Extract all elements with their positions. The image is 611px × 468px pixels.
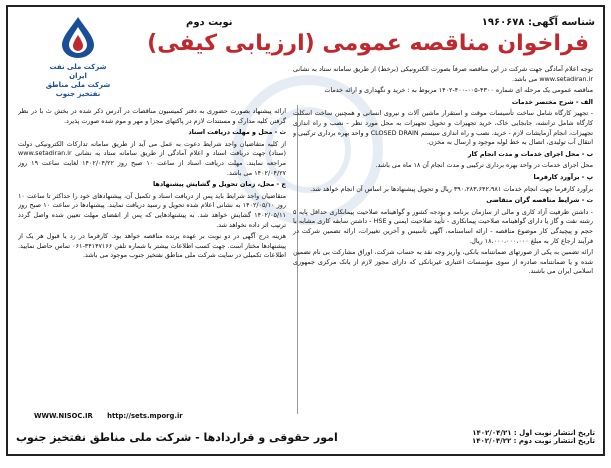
section-be-text: محل اجرای خدمات در واحد بهره برداری ترکیبی و مدت انجام آن ۱۸ ماه می باشد. xyxy=(375,161,593,170)
section-se-text: از کلیه متقاضیان واجد شرایط دعوت به عمل می آید از طریق سامانه تدارکات الکترونیکی دولت (ستاد) جهت دریافت اسناد و اعلام آمادگی از طریق سامانه ستاد به نشانی www.setadiran.ir مراجعه نمایند. مهلت دریافت اسناد از ساعت ۱۰ صبح روز ۱۴۰۲/۰۴/۲۲ لغایت ساعت ۱۹ روز ۱۴۰۲/۰۴/۲۷ می باشد. xyxy=(18,139,286,177)
logo-org-line2: شرکت ملی مناطق نفتخیز جنوب xyxy=(45,81,111,98)
intro-paragraph: توجه اعلام آمادگی جهت شرکت در این مناقصه صرفاً بصورت الکترونیکی (برخط) از طریق سامانه ستاد به نشانی www.setadiran.ir می باشد. xyxy=(293,65,593,83)
notes-text: هزینه درج آگهی در دو نوبت بر عهده برنده مناقصه خواهد بود. کارفرما در رد یا قبول هر یک از پیشنهادها مختار است. جهت کسب اطلاعات بیشتر با شماره تلفن ۳۴۱۴۷۱۶۶-۰۶۱ تماس حاصل نمایید. اطلاعات تکمیلی در سایت شرکت ملی مناطق نفتخیز جنوب موجود می باشد. xyxy=(18,232,286,260)
ad-id: شناسه آگهی: ۱۹۶۰۶۷۸ xyxy=(481,16,595,28)
nisoc-link[interactable]: WWW.NISOC.IR xyxy=(34,412,93,420)
section-te-text: - داشتن ظرفیت آزاد کاری و مالی از سازمان برنامه و بودجه کشور و گواهینامه صلاحیت پیمانکاری حداقل پایه ۵ رشته نفت و گاز یا دارای گواهینامه صلاحیت پیمانکاری - تأیید صلاحیت ایمنی و HSE - داشتن سابقه کاری مشابه با حجم و پیچیدگی کار موضوع مناقصه - ارائه اساسنامه، آگهی تأسیس و آخرین تغییرات، ارائه تضمین شرکت در فرآیند ارجاع کار به مبلغ ۱۸،۰۰۰،۰۰۰،۰۰۰ ریال. xyxy=(293,207,593,245)
left-column xyxy=(18,107,286,418)
logo-org-line1: شرکت ملی نفت ایران xyxy=(49,63,107,80)
web-addresses xyxy=(22,412,282,420)
date-second: تاریخ انتشار نوبت دوم : ۱۴۰۲/۰۴/۲۲ xyxy=(471,437,595,445)
publication-dates xyxy=(472,429,595,445)
oil-drop-icon xyxy=(58,15,98,59)
publication-round: نوبت دوم xyxy=(186,16,233,28)
section-jim-text: متقاضیان واجد شرایط باید پس از دریافت اسناد و تکمیل آن، پیشنهادهای خود را حداکثر تا ساعت ۱۰ روز ۱۴۰۲/۰۵/۱۰ به نشانی اعلام شده تحویل و رسید دریافت نمایند. پیشنهادها در ساعت ۱۰ صبح روز ۱۴۰۲/۰۵/۱۱ گشایش خواهد شد. به پیشنهادهایی که پس از انقضای مهلت تعیین شده واصل گردد ترتیب اثر داده نخواهد شد. xyxy=(18,191,286,229)
tender-line: مناقصه عمومی یک مرحله ای شماره ۴۳۰۰-۰۰۵-۴۰۰-۱۴۰۲ مربوط به : خرید و نگهداری و ارائه خدمات xyxy=(324,86,593,95)
section-be-heading: ب - محل اجرای خدمات و مدت انجام کار xyxy=(467,149,593,158)
guarantee-text: ارائه تضمین به یکی از صورتهای ضمانتنامه بانکی، واریز وجه نقد به حساب شرکت، اوراق مشارکت بی نام تضمین شده و یا ضمانتنامه صادره از سوی مؤسسات اعتباری غیربانکی که دارای مجوز لازم از بانک مرکزی جمهوری اسلامی ایران می باشند. xyxy=(293,248,593,276)
section-se-heading: ث - محل و مهلت دریافت اسناد xyxy=(188,128,286,137)
section-jim-heading: ج - محل، زمان تحویل و گشایش پیشنهادها xyxy=(152,180,286,189)
section-pe-heading: پ - برآورد کارفرما xyxy=(533,172,593,181)
sets-link[interactable]: http://sets.mporg.ir xyxy=(107,412,183,420)
tender-notice xyxy=(6,5,605,456)
footer-org: امور حقوقی و قراردادها - شرکت ملی مناطق نفتخیز جنوب xyxy=(16,430,338,444)
page-title: فراخوان مناقصه عمومی (ارزیابی کیفی) xyxy=(147,31,589,56)
date-first: تاریخ انتشار نوبت اول : ۱۴۰۲/۰۴/۲۱ xyxy=(472,429,595,437)
section-pe-text: برآورد کارفرما جهت انجام خدمات ۳۹۰،۲۸۳،۶۴۲،۹۸۱ ریال و تحویل پیشنهادها بر اساس آن انجام خواهد شد. xyxy=(310,184,593,193)
section-alef-text: - تجهیز کارگاه شامل ساخت تأسیسات موقت و استقرار ماشین آلات و نیروی انسانی و همچنین ساخت اسکلت کارگاه شامل ترانشه، جابجایی خاک، خرید تجهیزات و تحویل تجهیزات به محل مورد نظر - نصب و راه اندازی تجهیزات، انجام آزمایشات لازم - خرید، نصب و راه اندازی سیستم CLOSED DRAIN و واحد بهره برداری ترکیبی و انتقال آب تولیدی، اتصال به خط لوله موجود و ارسال به مخزن. xyxy=(293,109,593,147)
left-intro: ارائه پیشنهاد بصورت حضوری به دفتر کمیسیون مناقصات در آدرس ذکر شده در بخش ث با در نظر گرفتن کلیه مدارک و مستندات لازم در پاکتهای مجزا و مهر و موم شده صورت پذیرد. xyxy=(18,107,286,125)
footer xyxy=(16,424,595,450)
section-te-heading: ت - شرایط مناقصه گران متقاضی xyxy=(486,196,593,205)
right-column xyxy=(293,65,593,418)
company-logo xyxy=(42,15,114,101)
section-alef-heading: الف - شرح مختصر خدمات xyxy=(511,97,593,106)
